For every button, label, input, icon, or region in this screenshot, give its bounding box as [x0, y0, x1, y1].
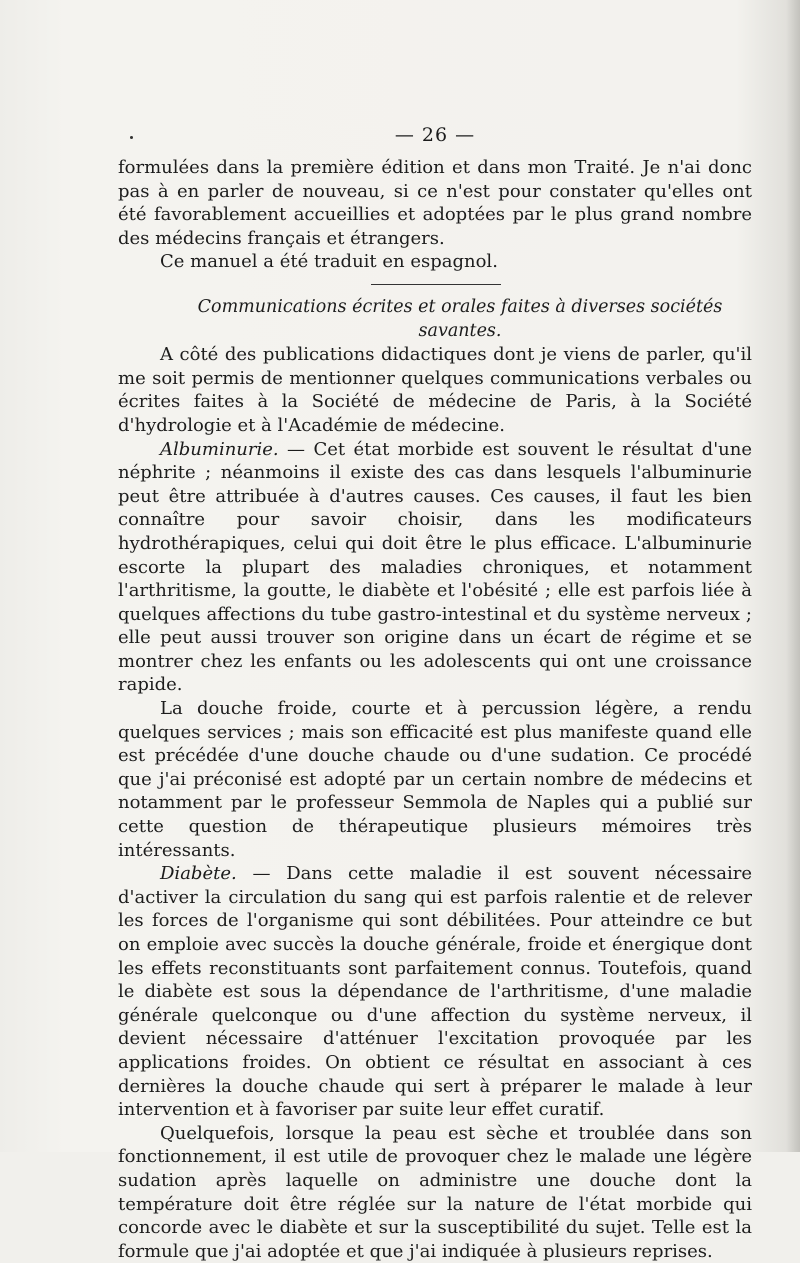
douche-paragraph: La douche froide, courte et à percussion légère, a rendu quelques services ; mais son efficacité est plus manifeste quand elle est précédée d'une douche chaude ou d'une sudation. Ce procédé que j'ai préconisé est adopté par un certain nombre de médecins et notamment par le professeur Semmola de Naples qui a publié sur cette question de thérapeutique plusieurs mémoires très intéressants. [118, 698, 752, 861]
page-number: — 26 — [394, 124, 476, 146]
albuminurie-paragraph [118, 438, 752, 698]
albuminurie-body: — Cet état morbide est souvent le résultat d'une néphrite ; néanmoins il existe des cas dans lesquels l'albuminurie peut être attribuée à d'autres causes. Ces causes, il faut les bien connaître pour savoir choisir, dans les modificateurs hydrothérapiques, celui qui doit être le plus efficace. L'albuminurie escorte la plupart des maladies chroniques, et notamment l'arthritisme, la goutte, le diabète et l'obésité ; elle est parfois liée à quelques affections du tube gastro-intestinal et du système nerveux ; elle peut aussi trouver son origine dans un écart de régime et se montrer chez les enfants ou les adolescents qui ont une croissance rapide. [118, 438, 752, 696]
diabete-body: — Dans cette maladie il est souvent nécessaire d'activer la circulation du sang qui est parfois ralentie et de relever les forces de l'organisme qui sont débilitées. Pour atteindre ce but on emploie avec succès la douche générale, froide et énergique dont les effets reconstituants sont parfaitement connus. Toutefois, quand le diabète est sous la dépendance de l'arthritisme, d'une maladie générale quelconque ou d'une affection du système nerveux, il devient nécessaire d'atténuer l'excitation provoquée par les applications froides. On obtient ce résultat en associant à ces dernières la douche chaude qui sert à préparer le malade à leur intervention et à favoriser par suite leur effet curatif. [118, 863, 752, 1121]
divider-line [371, 284, 501, 285]
final-paragraph: Quelquefois, lorsque la peau est sèche et troublée dans son fonctionnement, il est utile de provoquer chez le malade une légère sudation après laquelle on administre une douche dont la température doit être réglée sur la nature de l'état morbide qui concorde avec le diabète et sur la susceptibilité du sujet. Telle est la formule que j'ai adoptée et que j'ai indiquée à plusieurs reprises. [118, 1122, 752, 1262]
diabete-term: Diabète. [160, 863, 237, 885]
section-intro-paragraph: A côté des publications didactiques dont je viens de parler, qu'il me soit permis de mentionner quelques communications verbales ou écrites faites à la Société de médecine de Paris, à la Société d'hydrologie et à l'Académie de médecine. [118, 344, 752, 436]
albuminurie-term: Albuminurie. [160, 438, 279, 460]
intro-paragraph: formulées dans la première édition et dans mon Traité. Je n'ai donc pas à en parler de nouveau, si ce n'est pour constater qu'elles ont été favorablement accueillies et adoptées par le plus grand nombre des médecins français et étrangers. [118, 157, 752, 249]
diabete-paragraph [118, 862, 752, 1122]
section-divider [118, 274, 752, 296]
translation-note: Ce manuel a été traduit en espagnol. [160, 251, 498, 273]
body-text [118, 156, 752, 1263]
page-edge-shadow [786, 0, 800, 1152]
section-heading: Communications écrites et orales faites à diverses sociétés savantes. [197, 296, 723, 341]
